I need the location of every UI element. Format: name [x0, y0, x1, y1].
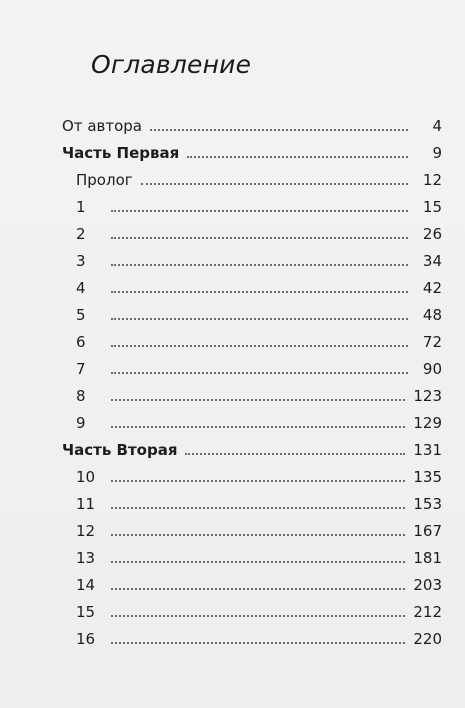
toc-entry-chapter-8[interactable]: [62, 382, 442, 409]
toc-page-number: 203: [413, 575, 442, 594]
toc-page-number: 129: [413, 413, 442, 432]
toc-page-number: 135: [413, 467, 442, 486]
toc-entry-chapter-5[interactable]: [62, 301, 442, 328]
dot-leader: [111, 507, 405, 509]
toc-entry-label: 3: [76, 251, 86, 270]
dot-leader: [111, 480, 405, 482]
toc-entry-chapter-7[interactable]: [62, 355, 442, 382]
toc-page-number: 72: [422, 332, 442, 351]
toc-entry-chapter-2[interactable]: [62, 220, 442, 247]
toc-entry-part-one[interactable]: [62, 139, 442, 166]
toc-entry-label: 11: [76, 494, 96, 513]
dot-leader: [111, 588, 405, 590]
toc-entry-chapter-11[interactable]: [62, 490, 442, 517]
toc-entry-label: 9: [76, 413, 86, 432]
toc-page-number: 167: [413, 521, 442, 540]
toc-entry-chapter-4[interactable]: [62, 274, 442, 301]
toc-entry-label: 8: [76, 386, 86, 405]
toc-entry-chapter-14[interactable]: [62, 571, 442, 598]
toc-page-number: 131: [413, 440, 442, 459]
toc-page-number: 48: [422, 305, 442, 324]
dot-leader: [111, 615, 405, 617]
dot-leader: [150, 129, 408, 131]
dot-leader: [111, 534, 405, 536]
toc-page-number: 42: [422, 278, 442, 297]
dot-leader: [111, 291, 408, 293]
toc-entry-chapter-9[interactable]: [62, 409, 442, 436]
toc-part-label: Часть Первая: [62, 143, 180, 162]
dot-leader: [111, 426, 405, 428]
toc-entry-label: 16: [76, 629, 96, 648]
toc-entry-chapter-6[interactable]: [62, 328, 442, 355]
toc-entry-chapter-13[interactable]: [62, 544, 442, 571]
dot-leader: [111, 345, 408, 347]
toc-page-number: 212: [413, 602, 442, 621]
toc-entry-chapter-15[interactable]: [62, 598, 442, 625]
dot-leader: [185, 453, 405, 455]
toc-entry-part-two[interactable]: [62, 436, 442, 463]
toc-page-number: 26: [422, 224, 442, 243]
toc-page-number: 90: [422, 359, 442, 378]
toc-title: Оглавление: [91, 50, 252, 79]
dot-leader: [187, 156, 408, 158]
toc-page-number: 220: [413, 629, 442, 648]
toc-entry-chapter-12[interactable]: [62, 517, 442, 544]
toc-page-number: 181: [413, 548, 442, 567]
table-of-contents: [62, 112, 442, 652]
show-through-text: [78, 676, 418, 686]
toc-entry-label: 14: [76, 575, 96, 594]
toc-page-number: 34: [422, 251, 442, 270]
dot-leader: [111, 210, 408, 212]
toc-entry-label: 1: [76, 197, 86, 216]
toc-entry-label: Пролог: [76, 170, 133, 189]
toc-page-number: 9: [432, 143, 442, 162]
toc-entry-label: 6: [76, 332, 86, 351]
toc-entry-chapter-3[interactable]: [62, 247, 442, 274]
toc-page-number: 153: [413, 494, 442, 513]
dot-leader: [111, 642, 405, 644]
dot-leader: [111, 237, 408, 239]
toc-entry-chapter-10[interactable]: [62, 463, 442, 490]
toc-entry-label: 4: [76, 278, 86, 297]
toc-entry-label: 2: [76, 224, 86, 243]
dot-leader: [111, 264, 408, 266]
toc-entry-label: 5: [76, 305, 86, 324]
toc-entry-label: 15: [76, 602, 96, 621]
toc-entry-chapter-16[interactable]: [62, 625, 442, 652]
toc-part-label: Часть Вторая: [62, 440, 178, 459]
toc-entry-author[interactable]: [62, 112, 442, 139]
toc-page-number: 4: [432, 116, 442, 135]
toc-entry-label: 12: [76, 521, 96, 540]
toc-entry-label: 7: [76, 359, 86, 378]
toc-entry-chapter-1[interactable]: [62, 193, 442, 220]
dot-leader: [111, 372, 408, 374]
toc-page-number: 123: [413, 386, 442, 405]
dot-leader: [111, 399, 405, 401]
toc-page-number: 12: [422, 170, 442, 189]
toc-page-number: 15: [422, 197, 442, 216]
dot-leader: [111, 561, 405, 563]
toc-entry-label: 10: [76, 467, 96, 486]
toc-entry-label: 13: [76, 548, 96, 567]
dot-leader: [111, 318, 408, 320]
dot-leader: [141, 183, 408, 185]
toc-entry-prologue[interactable]: [62, 166, 442, 193]
toc-entry-label: От автора: [62, 116, 142, 135]
